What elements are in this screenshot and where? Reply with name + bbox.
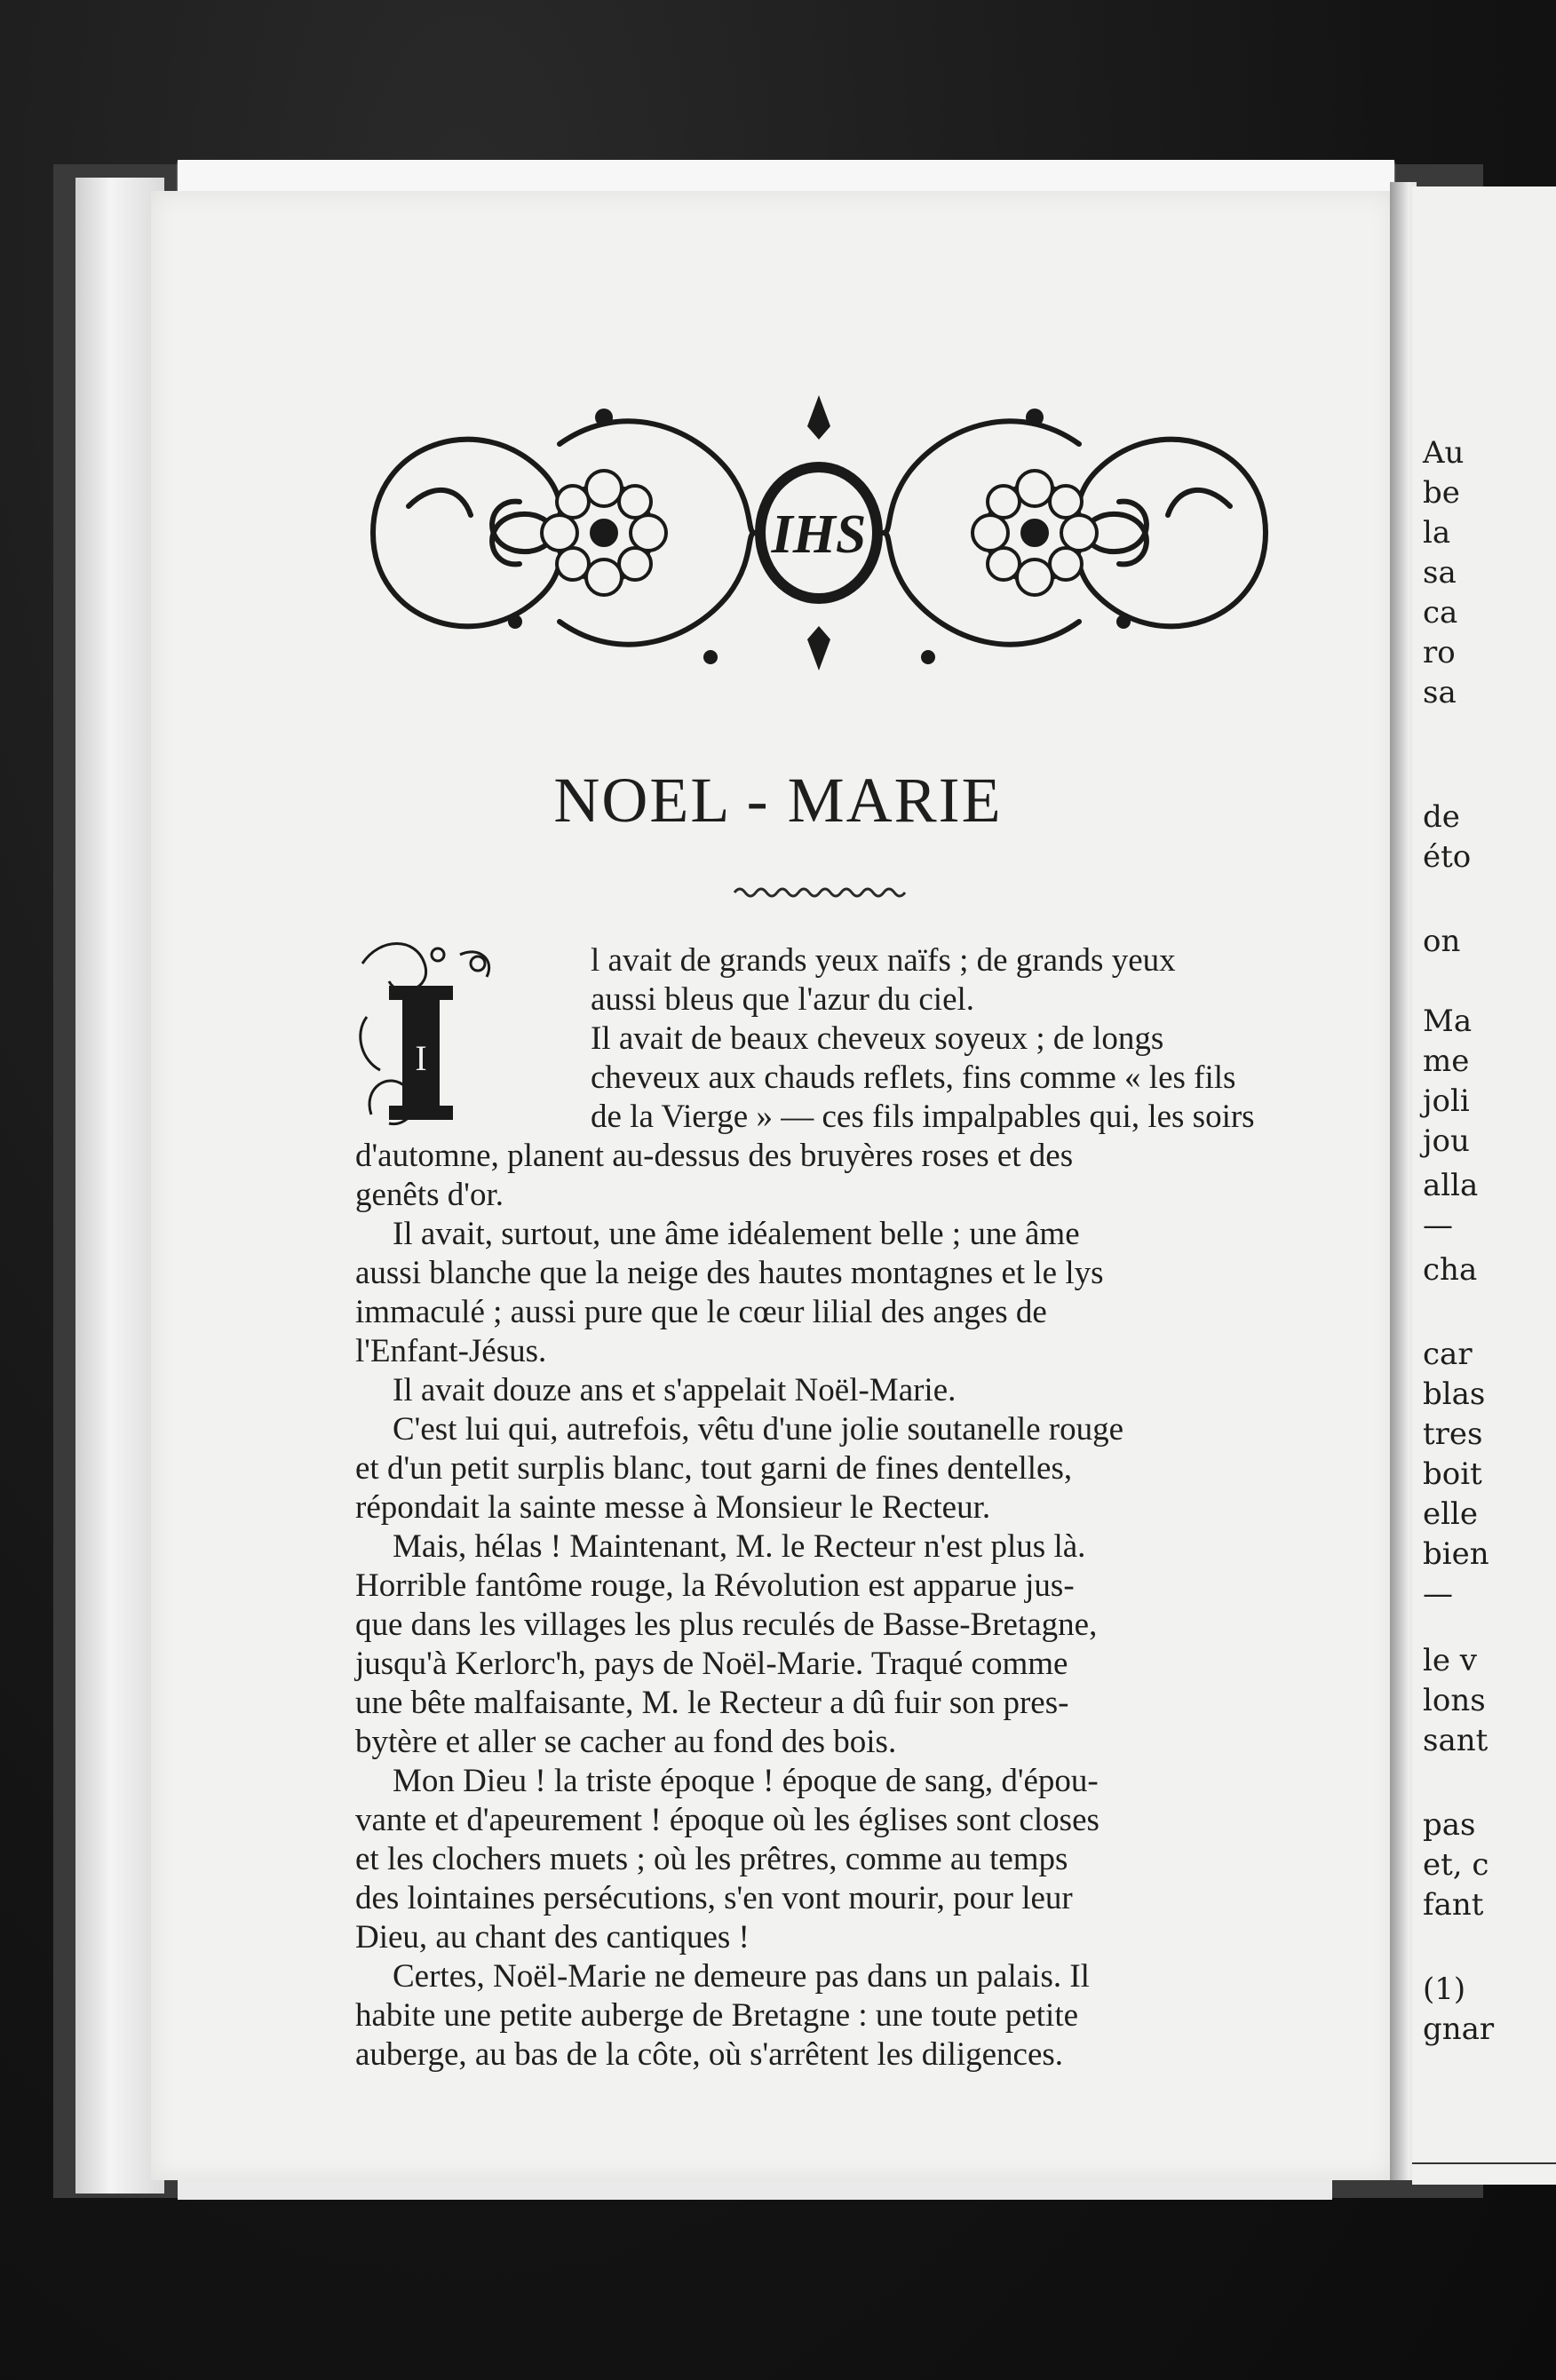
- leaf-left: [409, 490, 471, 515]
- right-page-line: gnar: [1423, 2011, 1495, 2047]
- body-line: aussi bleus que l'azur du ciel.: [591, 981, 975, 1018]
- body-line: et d'un petit surplis blanc, tout garni de fines dentelles,: [355, 1450, 1073, 1487]
- right-page-line: blas: [1423, 1376, 1486, 1412]
- ihs-medallion: [755, 462, 883, 604]
- leaf-right: [1168, 490, 1230, 515]
- right-page-line: le v: [1423, 1643, 1478, 1678]
- body-line: l avait de grands yeux naïfs ; de grands yeux: [591, 942, 1176, 979]
- body-line: Horrible fantôme rouge, la Révolution est apparue jus-: [355, 1567, 1075, 1604]
- rosette-right: [972, 471, 1097, 595]
- body-text: [355, 941, 1301, 2075]
- body-line: de la Vierge » — ces fils impalpables qui, les soirs: [591, 1099, 1255, 1135]
- right-page-line: (1): [1423, 1971, 1466, 2007]
- body-line: vante et d'apeurement ! époque où les églises sont closes: [355, 1802, 1100, 1838]
- body-line: C'est lui qui, autrefois, vêtu d'une jolie soutanelle rouge: [393, 1411, 1124, 1448]
- body-line: Dieu, au chant des cantiques !: [355, 1919, 750, 1956]
- right-page-line: be: [1423, 475, 1460, 511]
- right-page-line: car: [1423, 1337, 1473, 1372]
- body-line: auberge, au bas de la côte, où s'arrêtent les diligences.: [355, 2036, 1064, 2073]
- body-line: Il avait douze ans et s'appelait Noël-Marie.: [393, 1372, 957, 1408]
- right-page-fragment: [1412, 186, 1556, 2185]
- scroll-left-upper: [373, 440, 560, 551]
- ornament-headpiece: [355, 391, 1283, 675]
- right-page-line: et, c: [1423, 1847, 1489, 1883]
- body-line: Il avait de beaux cheveux soyeux ; de longs: [591, 1020, 1164, 1057]
- right-page-line: Au: [1423, 435, 1465, 471]
- right-page-line: joli: [1423, 1083, 1470, 1119]
- right-page-line: Ma: [1423, 1004, 1473, 1039]
- right-page-line: ro: [1423, 635, 1456, 670]
- right-page-line: de: [1423, 799, 1460, 835]
- body-line: bytère et aller se cacher au fond des bois.: [355, 1724, 897, 1760]
- right-page-line: fant: [1423, 1887, 1484, 1923]
- right-page-line: éto: [1423, 839, 1472, 875]
- footnote-rule: [1412, 2162, 1556, 2164]
- body-line: des lointaines persécutions, s'en vont mourir, pour leur: [355, 1880, 1073, 1916]
- rosette-left: [542, 471, 666, 595]
- scroll-right-upper: [1078, 440, 1266, 551]
- drop-cap-letter: I: [415, 1038, 427, 1078]
- body-line: que dans les villages les plus reculés de Basse-Bretagne,: [355, 1606, 1098, 1643]
- right-page-line: sa: [1423, 555, 1457, 591]
- scroll-right-lower: [1078, 514, 1266, 626]
- body-line: une bête malfaisante, M. le Recteur a dû fuir son pres-: [355, 1685, 1069, 1721]
- right-page-line: jou: [1423, 1123, 1470, 1159]
- body-line: immaculé ; aussi pure que le cœur lilial des anges de: [355, 1294, 1047, 1330]
- body-line: Mon Dieu ! la triste époque ! époque de sang, d'épou-: [393, 1763, 1099, 1799]
- page-top-edge: [178, 160, 1394, 195]
- body-line: cheveux aux chauds reflets, fins comme « les fils: [591, 1059, 1236, 1096]
- right-page-line: pas: [1423, 1807, 1476, 1843]
- right-page-line: alla: [1423, 1168, 1479, 1203]
- right-page-line: —: [1423, 1208, 1453, 1243]
- right-page-line: on: [1423, 924, 1461, 959]
- body-line: répondait la sainte messe à Monsieur le Recteur.: [355, 1489, 991, 1526]
- body-line: genêts d'or.: [355, 1177, 504, 1213]
- chapter-title: NOEL - MARIE: [553, 765, 1003, 836]
- body-line: jusqu'à Kerlorc'h, pays de Noël-Marie. Traqué comme: [355, 1646, 1068, 1682]
- right-page-line: sant: [1423, 1723, 1489, 1758]
- body-line: d'automne, planent au-dessus des bruyères roses et des: [355, 1138, 1074, 1174]
- right-page-line: bien: [1423, 1536, 1489, 1572]
- right-page-line: tres: [1423, 1416, 1483, 1452]
- right-page-line: boit: [1423, 1456, 1482, 1492]
- right-page-line: la: [1423, 515, 1451, 551]
- right-page-line: ca: [1423, 595, 1458, 631]
- body-line: Certes, Noël-Marie ne demeure pas dans un palais. Il: [393, 1958, 1090, 1995]
- body-line: l'Enfant-Jésus.: [355, 1333, 547, 1369]
- body-line: aussi blanche que la neige des hautes montagnes et le lys: [355, 1255, 1104, 1291]
- body-line: habite une petite auberge de Bretagne : une toute petite: [355, 1997, 1079, 2034]
- body-line: Il avait, surtout, une âme idéalement belle ; une âme: [393, 1216, 1080, 1252]
- right-page-line: sa: [1423, 675, 1457, 710]
- right-page-line: —: [1423, 1576, 1453, 1612]
- right-page-line: lons: [1423, 1683, 1486, 1718]
- title-squiggle-rule: [733, 884, 910, 901]
- ihs-monogram: IHS: [771, 504, 867, 565]
- body-line: Mais, hélas ! Maintenant, M. le Recteur n'est plus là.: [393, 1528, 1086, 1565]
- scroll-left-lower: [373, 514, 560, 626]
- right-page-line: cha: [1423, 1252, 1478, 1288]
- right-page-line: me: [1423, 1043, 1470, 1079]
- body-line: et les clochers muets ; où les prêtres, comme au temps: [355, 1841, 1068, 1877]
- right-page-line: elle: [1423, 1496, 1478, 1532]
